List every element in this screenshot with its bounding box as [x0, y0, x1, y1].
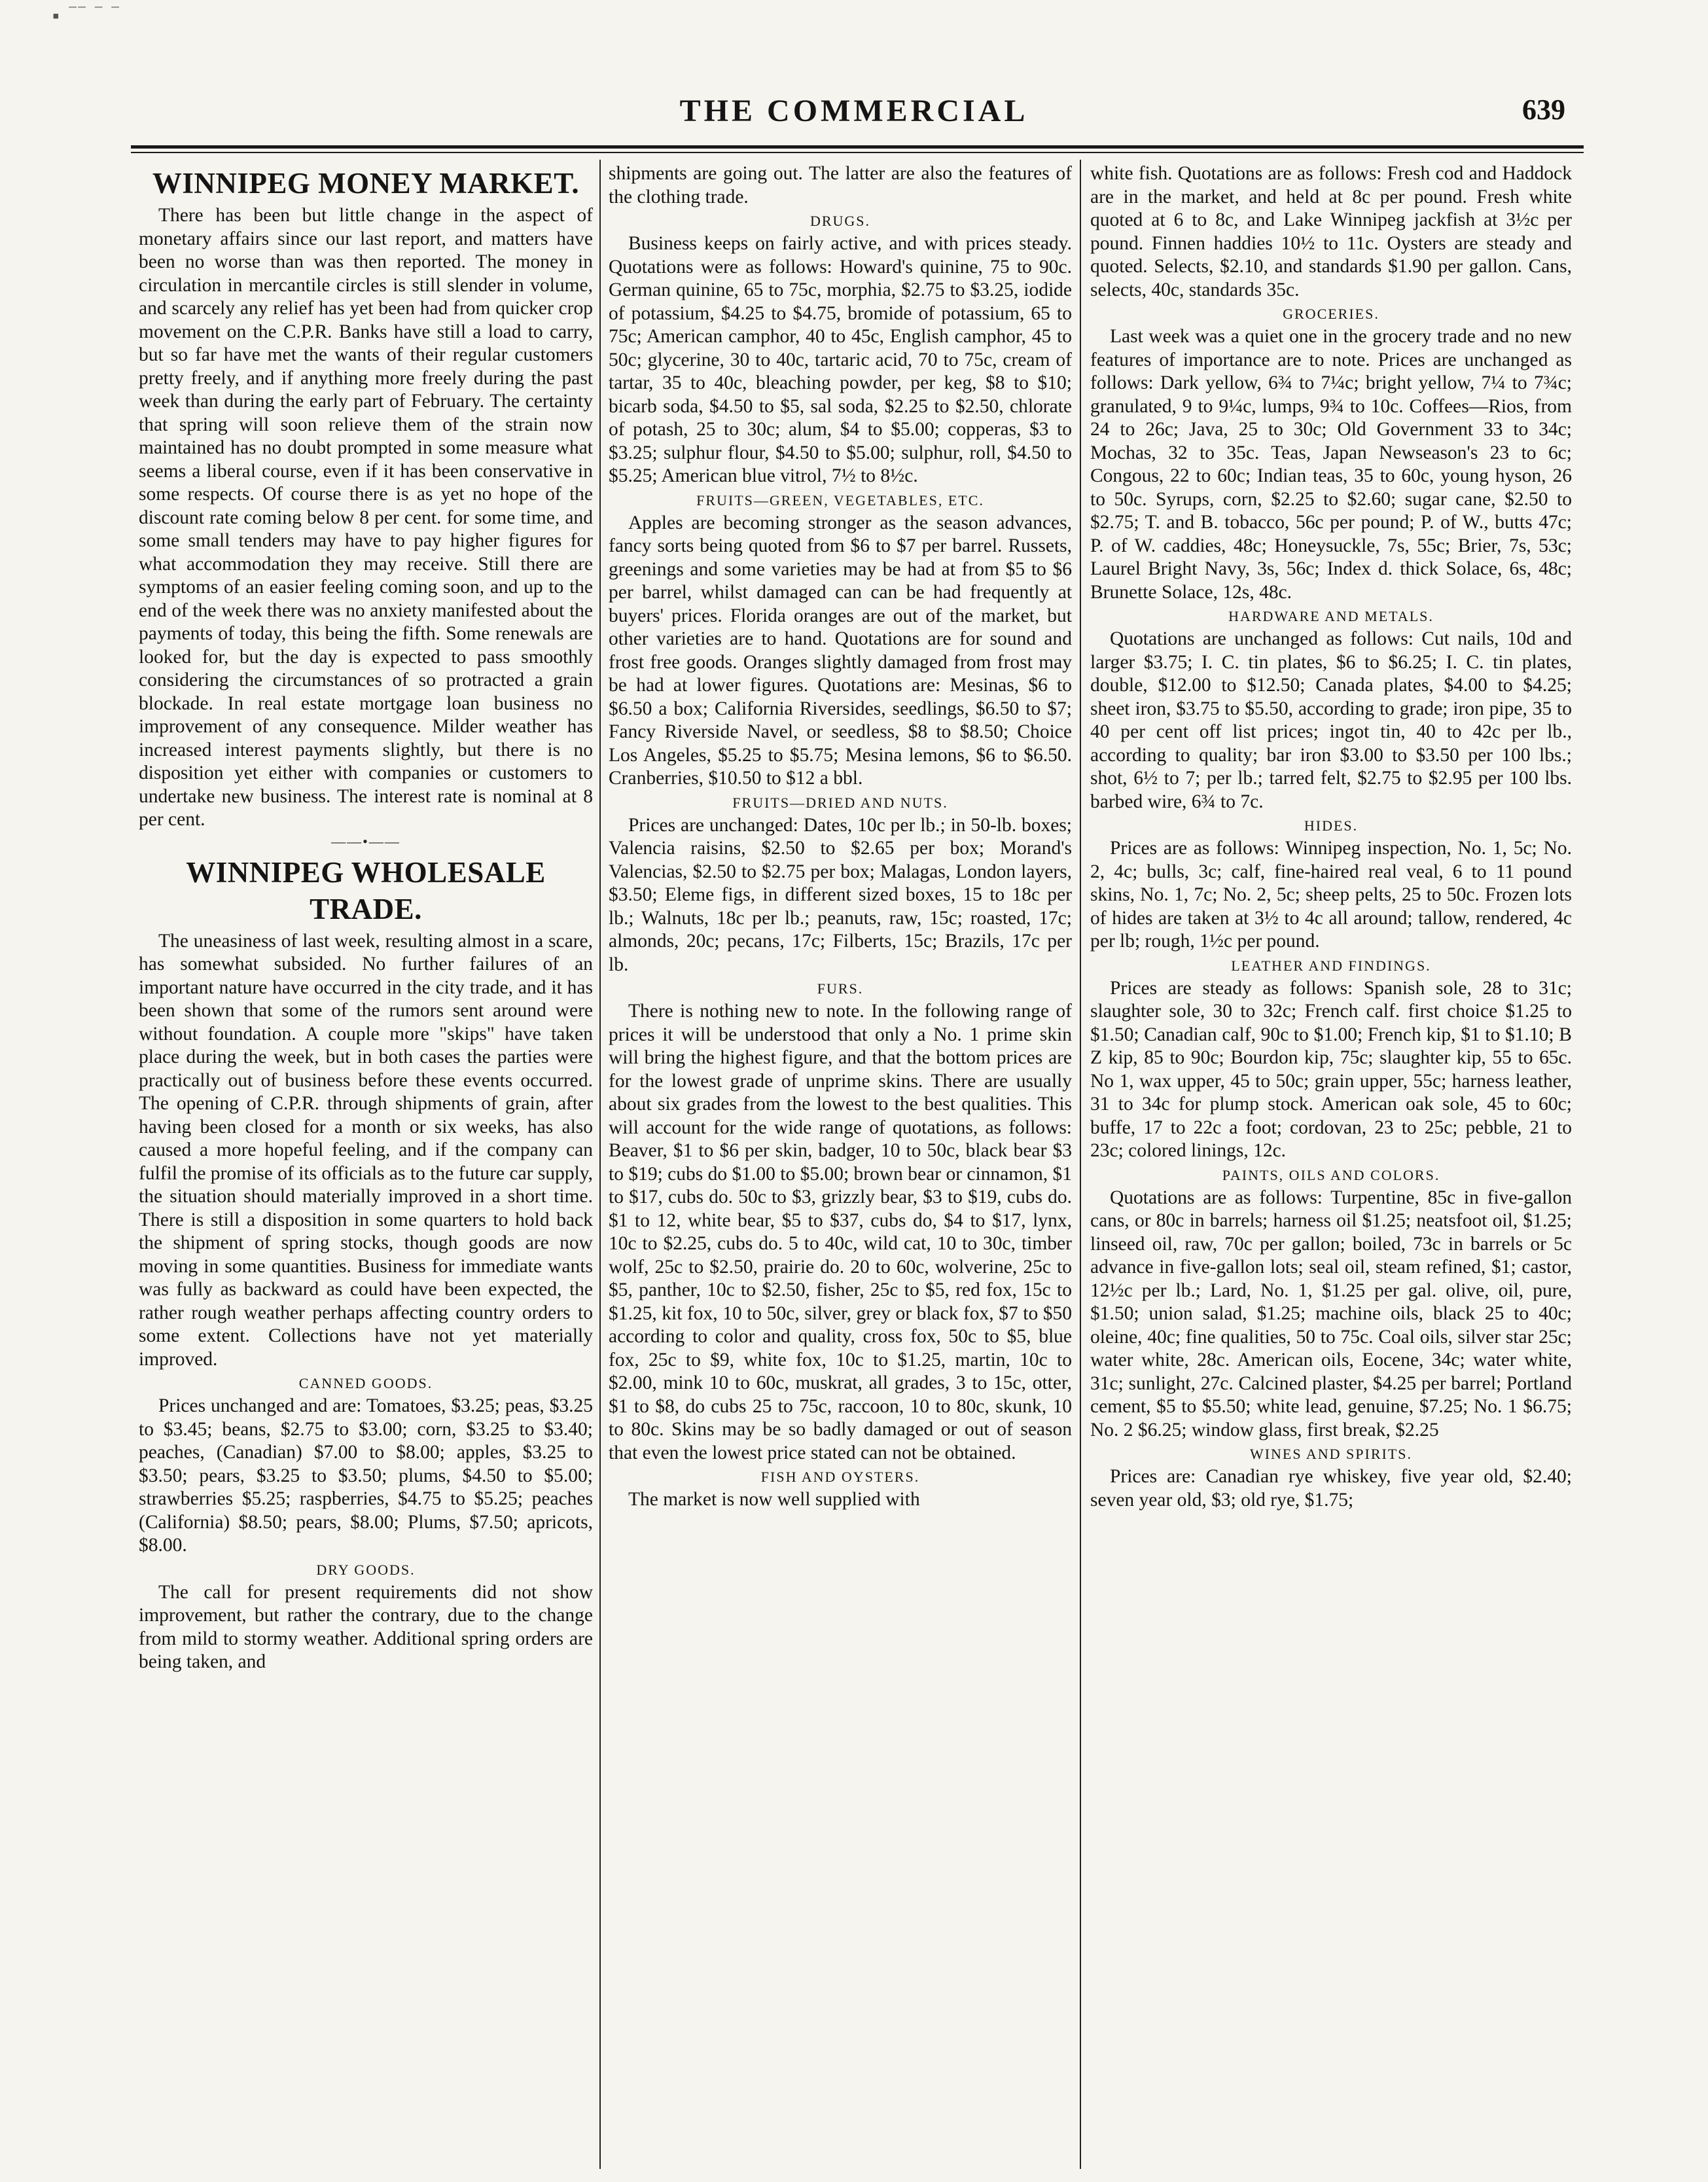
- subsection-heading: DRUGS.: [810, 213, 871, 229]
- article-body: Prices are: Canadian rye whiskey, five year old, $2.40; seven year old, $3; old rye, $1.75;: [1090, 1466, 1572, 1511]
- subsection-heading: GROCERIES.: [1283, 306, 1379, 322]
- column-right: [1090, 162, 1572, 2165]
- top-margin-marks: ▪ ‾‾ ‾ ‾: [52, 5, 122, 27]
- article-body: Last week was a quiet one in the grocery trade and no new features of importance are to note. Prices are unchanged as follows: Dark yellow, 6¾ to 7¼c; bright yellow, 7¼ to 7¾c; granulated, 9 to 9¼c, lumps, 9¾ to 10c. Coffees—Rios, from 24 to 26c; Java, 25 to 30c; Old Government 33 to 34c; Mochas, 32 to 35c. Teas, Japan Newseason's 23 to 6c; Congous, 22 to 60c; Indian teas, 35 to 60c, young hyson, 26 to 50c. Syrups, corn, $2.25 to $2.60; sugar cane, $2.50 to $2.75; T. and B. tobacco, 56c per pound; P. of W., butts 47c; P. of W. caddies, 48c; Honeysuckle, 7s, 55c; Brier, 7s, 53c; Laurel Bright Navy, 3s, 56c; Index d. thick Solace, 6s, 48c; Brunette Solace, 12s, 48c.: [1090, 326, 1572, 603]
- article-body: The market is now well supplied with: [628, 1489, 920, 1510]
- header-rule-thin: [131, 152, 1584, 153]
- subsection-heading: WINES AND SPIRITS.: [1249, 1446, 1413, 1462]
- article-body: shipments are going out. The latter are also the features of the clothing trade.: [609, 163, 1072, 207]
- subsection-heading: FISH AND OYSTERS.: [760, 1469, 920, 1485]
- subsection-heading: PAINTS, OILS AND COLORS.: [1222, 1166, 1440, 1183]
- subsection-heading: FRUITS—DRIED AND NUTS.: [732, 794, 948, 811]
- column-separator: [1080, 160, 1081, 2169]
- article-body: Prices are as follows: Winnipeg inspection, No. 1, 5c; No. 2, 4c; bulls, 3c; calf, fine-haired real veal, 6 to 11 pound skins, No. 1, 7c; No. 2, 5c; sheep pelts, 25 to 50c. Frozen lots of hides are taken at 3½ to 4c all around; tallow, rendered, 4c per lb; rough, 1½c per pound.: [1090, 838, 1572, 952]
- section-heading-money-market: WINNIPEG MONEY MARKET.: [152, 167, 580, 200]
- article-body: Quotations are unchanged as follows: Cut nails, 10d and larger $3.75; I. C. tin plates, $6 to $6.25; I. C. tin plates, double, $12.00 to $12.50; Canada plates, $4.00 to $4.25; sheet iron, $3.75 to $5.50, according to grade; iron pipe, 35 to 40 per cent off list prices; ingot tin, 40 to 42c per lb., according to quality; bar iron $3.00 to $3.50 per 100 lbs.; shot, 6½ to 7; per lb.; tarred felt, $2.75 to $2.95 per 100 lbs. barbed wire, 6¾ to 7c.: [1090, 628, 1572, 812]
- subsection-heading: HARDWARE AND METALS.: [1228, 608, 1434, 624]
- article-body: Business keeps on fairly active, and with prices steady. Quotations were as follows: Howard's quinine, 75 to 90c. German quinine, 65 to 75c, morphia, $2.75 to $3.25, iodide of potassium, $4.25 to $4.75, bromide of potassium, 65 to 75c; American camphor, 40 to 45c, English camphor, 45 to 50c; glycerine, 30 to 40c, tartaric acid, 70 to 75c, cream of tartar, 35 to 40c, bleaching powder, per keg, $8 to $10; bicarb soda, $4.50 to $5, sal soda, $2.25 to $2.50, chlorate of potash, 25 to 30c; alum, $4 to $5.00; copperas, $3 to $3.25; sulphur flour, $4.50 to $5.00; sulphur, roll, $4.50 to $5.25; American blue vitrol, 7½ to 8½c.: [609, 233, 1072, 486]
- article-body: white fish. Quotations are as follows: Fresh cod and Haddock are in the market, and held at 8c per pound. Fresh white quoted at 6 to 8c, and Lake Winnipeg jackfish at 3½c per pound. Finnen haddies 10½ to 11c. Oysters are steady and quoted. Selects, $2.10, and standards $1.90 per gallon. Cans, selects, 40c, standards 35c.: [1090, 163, 1572, 300]
- column-separator: [599, 160, 601, 2169]
- article-body: Prices are unchanged: Dates, 10c per lb.; in 50-lb. boxes; Valencia raisins, $2.50 to $2.65 per box; Morand's Valencias, $2.50 to $2.75 per box; Malagas, London layers, $3.50; Eleme figs, in different sized boxes, 15 to 18c per lb.; Walnuts, 18c per lb.; peanuts, raw, 15c; roasted, 17c; almonds, 20c; pecans, 17c; Filberts, 15c; Brazils, 17c per lb.: [609, 814, 1072, 975]
- subsection-heading: DRY GOODS.: [316, 1561, 416, 1578]
- section-heading-wholesale-trade: WINNIPEG WHOLESALE TRADE.: [186, 855, 546, 925]
- page-title: THE COMMERCIAL: [679, 94, 1029, 128]
- column-left: [139, 162, 593, 2165]
- article-body: The call for present requirements did not show improvement, but rather the contrary, due to the change from mild to stormy weather. Additional spring orders are being taken, and: [139, 1581, 593, 1672]
- subsection-heading: FURS.: [817, 980, 864, 997]
- header-rule-thick: [131, 145, 1584, 149]
- article-body: The uneasiness of last week, resulting almost in a scare, has somewhat subsided. No further failures of an important nature have occurred in the city trade, and it has been shown that some of the rumors sent around were without foundation. A couple more "skips" have taken place during the week, but in both cases the parties were practically out of business before these events occurred. The opening of C.P.R. through shipments of grain, after having been closed for a month or six weeks, has also caused a more hopeful feeling, and if the company can fulfil the promise of its officials as to the future car supply, the situation should materially improved in a short time. There is still a disposition in some quarters to hold back the shipment of spring stocks, though goods are now moving in some quantities. Business for immediate wants was fully as backward as could have been expected, the rather rough weather perhaps affecting country orders to some extent. Collections have not yet materially improved.: [139, 930, 593, 1370]
- article-body: Prices unchanged and are: Tomatoes, $3.25; peas, $3.25 to $3.45; beans, $2.75 to $3.00; corn, $3.25 to $3.40; peaches, (Canadian) $7.00 to $8.00; apples, $3.25 to $3.50; pears, $3.25 to $3.50; plums, $4.50 to $5.00; strawberries $5.25; raspberries, $4.75 to $5.25; peaches (California) $8.50; pears, $8.00; Plums, $7.50; apricots, $8.00.: [139, 1395, 593, 1556]
- subsection-heading: FRUITS—GREEN, VEGETABLES, ETC.: [696, 492, 984, 509]
- subsection-heading: LEATHER AND FINDINGS.: [1231, 957, 1431, 974]
- article-divider: ——•——: [331, 832, 400, 850]
- column-middle: [609, 162, 1072, 2165]
- page-number: 639: [1522, 94, 1565, 126]
- subsection-heading: HIDES.: [1304, 817, 1359, 834]
- subsection-heading: CANNED GOODS.: [298, 1375, 433, 1391]
- masthead: [0, 0, 1708, 157]
- article-body: Apples are becoming stronger as the season advances, fancy sorts being quoted from $6 to $7 per barrel. Russets, greenings and some varieties may be had at from $5 to $6 per barrel, whilst damaged can can be had frequently at buyers' prices. Florida oranges are out of the market, but other varieties are to hand. Quotations are for sound and frost free goods. Oranges slightly damaged from frost may be had at lower figures. Quotations are: Mesinas, $6 to $6.50 a box; California Riversides, seedlings, $6.50 to $7; Fancy Riverside Navel, or seedless, $8 to $8.50; Choice Los Angeles, $5.25 to $5.75; Mesina lemons, $6 to $6.50. Cranberries, $10.50 to $12 a bbl.: [609, 512, 1072, 789]
- article-body: Prices are steady as follows: Spanish sole, 28 to 31c; slaughter sole, 30 to 32c; French calf. first choice $1.25 to $1.50; Canadian calf, 90c to $1.00; French kip, $1 to $1.10; B Z kip, 85 to 90c; Bourdon kip, 75c; slaughter kip, 55 to 65c. No 1, wax upper, 45 to 50c; grain upper, 55c; harness leather, 31 to 34c for plump stock. American oak sole, 45 to 60c; buffe, 17 to 22c a foot; cordovan, 23 to 25c; pebble, 21 to 23c; colored linings, 12c.: [1090, 977, 1572, 1161]
- article-body: There has been but little change in the aspect of monetary affairs since our last report, and matters have been no worse than was then reported. The money in circulation in mercantile circles is still slender in volume, and scarcely any relief has yet been had from quicker crop movement on the C.P.R. Banks have still a load to carry, but so far have met the wants of their regular customers pretty freely, and if anything more freely during the past week than during the early part of February. The certainty that spring will soon relieve them of the strain now maintained has no doubt prompted in some measure what seems a liberal course, even if it has been conservative in some respects. Of course there is as yet no hope of the discount rate coming below 8 per cent. for some time, and some small tenders may have to pay higher figures for what accommodation they may receive. Still there are symptoms of an easier feeling coming soon, and up to the end of the week there was no anxiety manifested about the payments of today, this being the fifth. Some renewals are looked for, but the day is expected to pass smoothly considering the circumstances of so protracted a grain blockade. In real estate mortgage loan business no improvement of any consequence. Milder weather has increased interest payments slightly, but there is no disposition yet either with companies or customers to undertake new business. The interest rate is nominal at 8 per cent.: [139, 205, 593, 830]
- article-body: There is nothing new to note. In the following range of prices it will be understood that only a No. 1 prime skin will bring the highest figure, and that the bottom prices are for the lowest grade of unprime skins. There are usually about six grades from the lowest to the best qualities. This will account for the wide range of quotations, as follows: Beaver, $1 to $6 per skin, badger, 10 to 50c, black bear $3 to $19; cubs do $1.00 to $5.00; brown bear or cinnamon, $1 to $17, cubs do. 50c to $3, grizzly bear, $3 to $19, cubs do. $1 to 12, white bear, $5 to $37, cubs do, $4 to $17, lynx, 10c to $2.25, cubs do. 5 to 40c, wild cat, 10 to 30c, timber wolf, 25c to $2.50, prairie do. 20 to 60c, wolverine, 25c to $5, panther, 10c to $2.50, fisher, 25c to $5, red fox, 15c to $1.25, kit fox, 10 to 50c, silver, grey or black fox, $7 to $50 according to color and quality, cross fox, 50c to $5, blue fox, 25c to $9, white fox, 10c to $1.25, martin, 10c to $2.00, mink 10 to 60c, muskrat, all grades, 3 to 15c, otter, $1 to $8, do cubs 25 to 75c, raccoon, 10 to 80c, skunk, 10 to 80c. Skins may be so badly damaged or out of season that even the lowest price stated can not be obtained.: [609, 1001, 1072, 1463]
- article-body: Quotations are as follows: Turpentine, 85c in five-gallon cans, or 80c in barrels; harness oil $1.25; neatsfoot oil, $1.25; linseed oil, raw, 70c per gallon; boiled, 73c in barrels or 5c advance in five-gallon lots; seal oil, steam refined, $1; castor, 12½c per lb.; Lard, No. 1, $1.25 per gal. olive, oil, pure, $1.50; union salad, $1.25; machine oils, black 25 to 40c; oleine, 40c; fine qualities, 50 to 75c. Coal oils, silver star 25c; water white, 28c. American oils, Eocene, 34c; water white, 31c; sunlight, 27c. Calcined plaster, $4.25 per barrel; Portland cement, $5 to $5.50; white lead, genuine, $7.25; No. 1 $6.75; No. 2 $6.25; window glass, first break, $2.25: [1090, 1187, 1572, 1440]
